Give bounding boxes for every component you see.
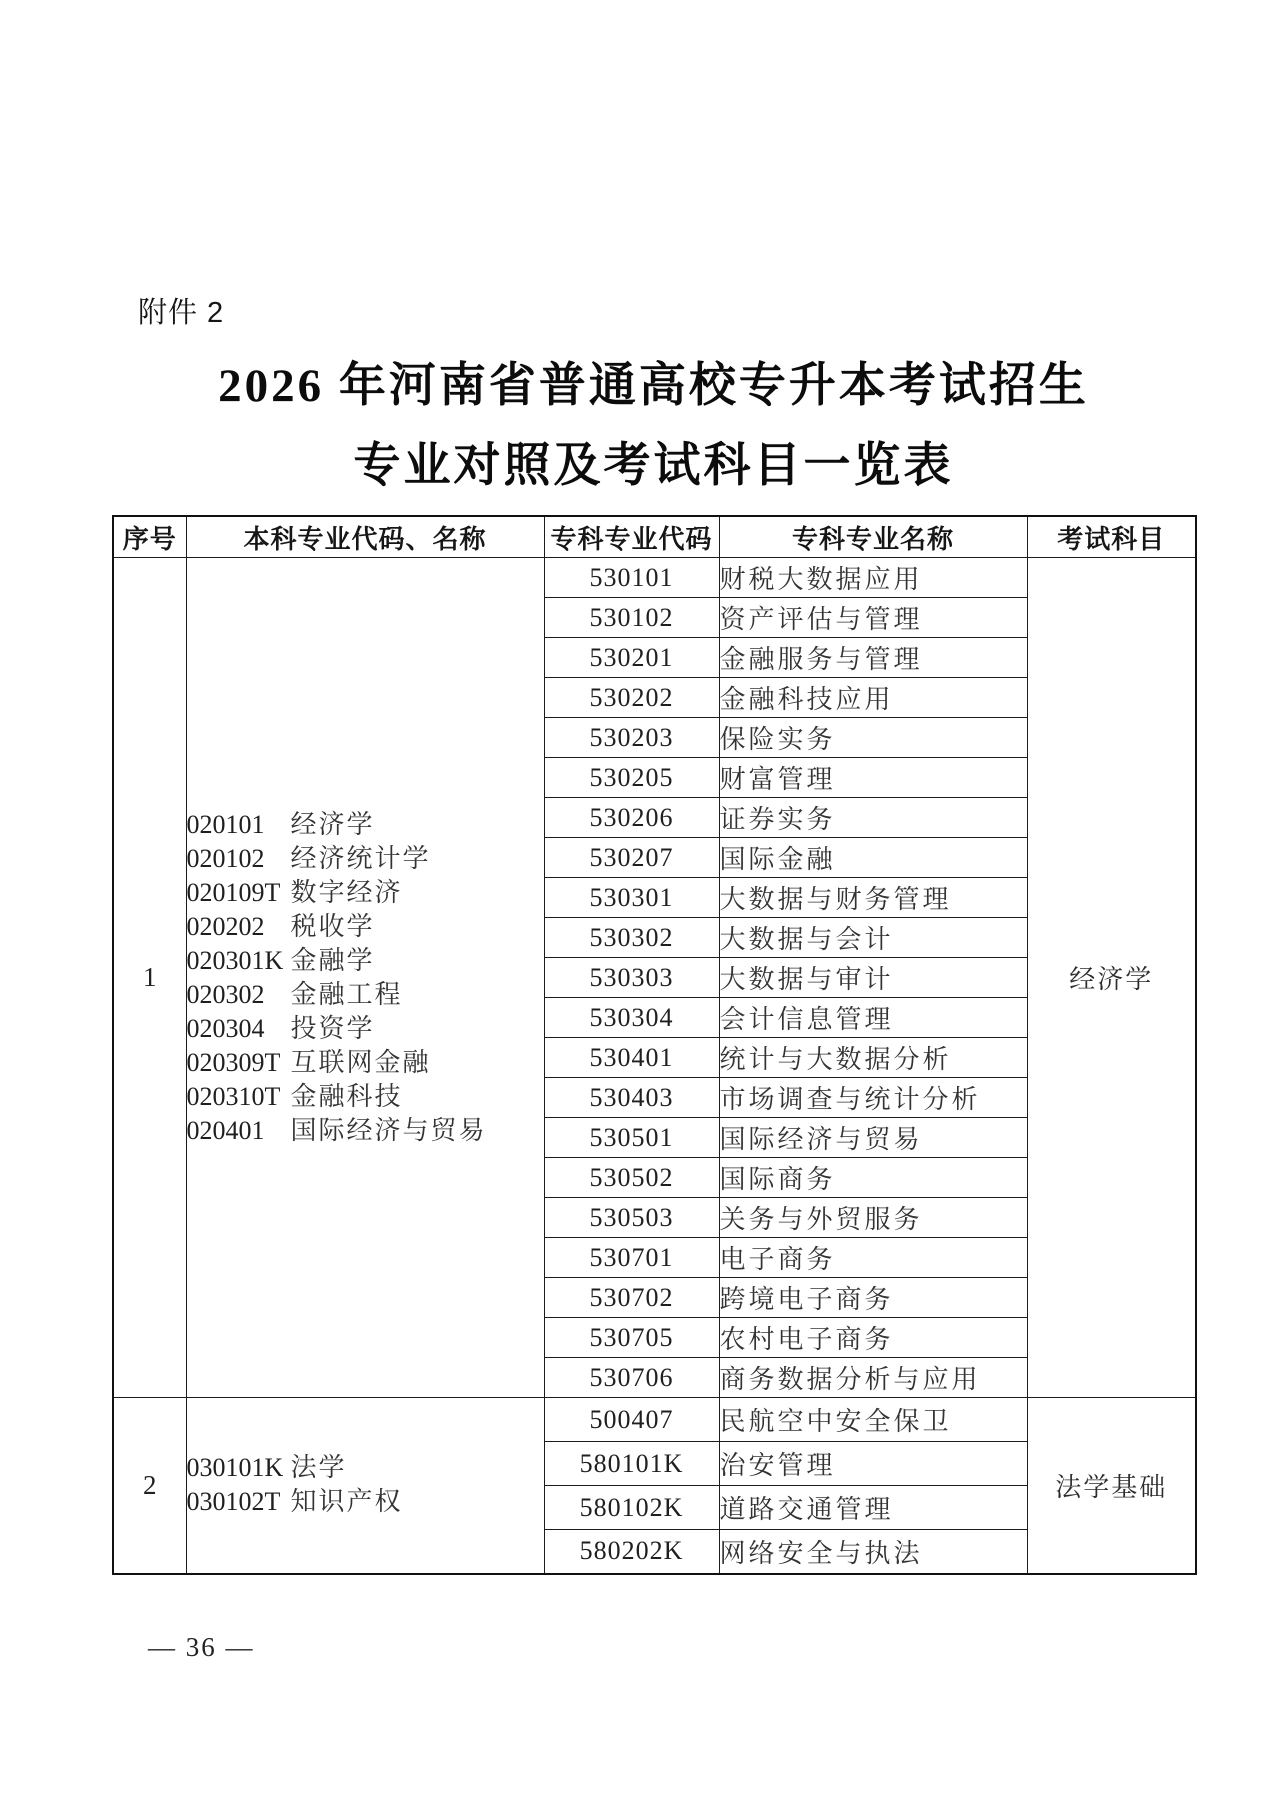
header-cell-undergrad-code-name: 本科专业代码、名称 (186, 516, 544, 558)
document-title-line2: 专业对照及考试科目一览表 (353, 440, 954, 492)
college-name-cell: 农村电子商务 (719, 1318, 1027, 1358)
undergrad-major-line (187, 1114, 544, 1148)
majors-table (112, 515, 1197, 1575)
college-code-cell: 530101 (544, 558, 719, 598)
undergrad-major-code: 020304 (186, 1013, 265, 1043)
college-code-cell: 530304 (544, 998, 719, 1038)
undergrad-major-name: 经济学 (290, 809, 375, 839)
college-name-cell: 保险实务 (719, 718, 1027, 758)
college-name-cell: 资产评估与管理 (719, 598, 1027, 638)
undergrad-major-code: 020302 (186, 979, 265, 1009)
attachment-label: 附件 2 (138, 297, 225, 329)
document-title-line1: 2026 年河南省普通高校专升本考试招生 (218, 360, 1089, 412)
college-code-cell: 530403 (544, 1078, 719, 1118)
undergrad-major-line (187, 978, 544, 1012)
college-name-cell: 网络安全与执法 (719, 1530, 1027, 1574)
college-code-cell: 530102 (544, 598, 719, 638)
group-index-cell: 2 (113, 1398, 186, 1574)
college-code-cell: 530302 (544, 918, 719, 958)
undergrad-major-name: 互联网金融 (290, 1047, 431, 1077)
undergrad-major-name: 金融学 (290, 945, 375, 975)
college-name-cell: 商务数据分析与应用 (719, 1358, 1027, 1398)
table-header-row (113, 516, 1196, 558)
college-name-cell: 财税大数据应用 (719, 558, 1027, 598)
college-code-cell: 530702 (544, 1278, 719, 1318)
exam-subject-cell: 经济学 (1027, 558, 1196, 1398)
undergrad-major-name: 国际经济与贸易 (290, 1115, 487, 1145)
exam-subject-cell: 法学基础 (1027, 1398, 1196, 1574)
undergrad-major-line (187, 1012, 544, 1046)
college-code-cell: 530701 (544, 1238, 719, 1278)
college-code-cell: 580102K (544, 1486, 719, 1530)
undergrad-major-code: 020401 (186, 1115, 265, 1145)
college-name-cell: 大数据与会计 (719, 918, 1027, 958)
undergrad-major-code: 020301K (186, 945, 284, 975)
college-name-cell: 电子商务 (719, 1238, 1027, 1278)
college-code-cell: 530206 (544, 798, 719, 838)
college-code-cell: 530201 (544, 638, 719, 678)
undergrad-major-line (187, 1080, 544, 1114)
undergrad-majors-cell (186, 1398, 544, 1574)
college-major-row (113, 558, 1196, 598)
college-code-cell: 530202 (544, 678, 719, 718)
undergrad-major-name: 金融工程 (290, 979, 403, 1009)
college-name-cell: 国际商务 (719, 1158, 1027, 1198)
document-title (112, 356, 1195, 496)
college-name-cell: 市场调查与统计分析 (719, 1078, 1027, 1118)
undergrad-major-line (187, 1485, 544, 1519)
undergrad-major-line (187, 842, 544, 876)
undergrad-major-name: 法学 (290, 1453, 347, 1483)
undergrad-major-name: 投资学 (290, 1013, 375, 1043)
college-name-cell: 金融服务与管理 (719, 638, 1027, 678)
college-code-cell: 500407 (544, 1398, 719, 1442)
college-code-cell: 530503 (544, 1198, 719, 1238)
undergrad-major-name: 知识产权 (290, 1487, 403, 1517)
college-code-cell: 530501 (544, 1118, 719, 1158)
college-name-cell: 国际金融 (719, 838, 1027, 878)
undergrad-major-code: 030101K (186, 1453, 284, 1483)
college-name-cell: 道路交通管理 (719, 1486, 1027, 1530)
undergrad-major-line (187, 808, 544, 842)
undergrad-major-code: 020202 (186, 911, 265, 941)
college-name-cell: 大数据与审计 (719, 958, 1027, 998)
college-code-cell: 530207 (544, 838, 719, 878)
group-index-cell: 1 (113, 558, 186, 1398)
page-number: — 36 — (148, 1632, 255, 1662)
undergrad-major-line (187, 1451, 544, 1485)
college-name-cell: 民航空中安全保卫 (719, 1398, 1027, 1442)
college-name-cell: 国际经济与贸易 (719, 1118, 1027, 1158)
college-code-cell: 530502 (544, 1158, 719, 1198)
header-cell-college-code: 专科专业代码 (544, 516, 719, 558)
college-code-cell: 530203 (544, 718, 719, 758)
college-code-cell: 530401 (544, 1038, 719, 1078)
college-name-cell: 跨境电子商务 (719, 1278, 1027, 1318)
undergrad-major-line (187, 876, 544, 910)
header-cell-college-name: 专科专业名称 (719, 516, 1027, 558)
undergrad-majors-cell (186, 558, 544, 1398)
college-name-cell: 财富管理 (719, 758, 1027, 798)
college-name-cell: 大数据与财务管理 (719, 878, 1027, 918)
college-code-cell: 530706 (544, 1358, 719, 1398)
college-code-cell: 530303 (544, 958, 719, 998)
header-cell-index: 序号 (113, 516, 186, 558)
college-code-cell: 580202K (544, 1530, 719, 1574)
college-name-cell: 治安管理 (719, 1442, 1027, 1486)
undergrad-major-code: 020109T (186, 877, 281, 907)
undergrad-major-code: 020309T (186, 1047, 281, 1077)
college-name-cell: 金融科技应用 (719, 678, 1027, 718)
college-code-cell: 580101K (544, 1442, 719, 1486)
undergrad-major-code: 020310T (186, 1081, 281, 1111)
undergrad-major-line (187, 944, 544, 978)
undergrad-major-code: 020102 (186, 843, 265, 873)
undergrad-major-name: 数字经济 (290, 877, 403, 907)
undergrad-major-name: 经济统计学 (290, 843, 431, 873)
college-code-cell: 530705 (544, 1318, 719, 1358)
college-name-cell: 统计与大数据分析 (719, 1038, 1027, 1078)
undergrad-major-name: 金融科技 (290, 1081, 403, 1111)
college-code-cell: 530301 (544, 878, 719, 918)
college-name-cell: 关务与外贸服务 (719, 1198, 1027, 1238)
college-name-cell: 证券实务 (719, 798, 1027, 838)
college-major-row (113, 1398, 1196, 1442)
header-cell-exam-subject: 考试科目 (1027, 516, 1196, 558)
undergrad-major-code: 020101 (186, 809, 265, 839)
undergrad-major-line (187, 910, 544, 944)
undergrad-major-name: 税收学 (290, 911, 375, 941)
college-name-cell: 会计信息管理 (719, 998, 1027, 1038)
college-code-cell: 530205 (544, 758, 719, 798)
undergrad-major-line (187, 1046, 544, 1080)
undergrad-major-code: 030102T (186, 1487, 281, 1517)
